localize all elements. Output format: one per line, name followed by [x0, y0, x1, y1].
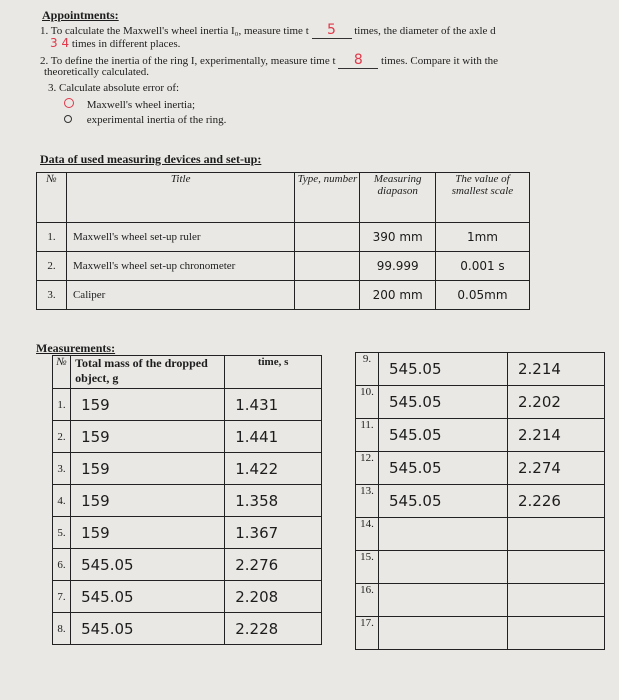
table-row	[37, 281, 530, 310]
mass-cell: 545.05	[379, 485, 508, 518]
mass-cell: 159	[71, 389, 225, 421]
mass-cell: 545.05	[379, 353, 508, 386]
row-number: 5.	[53, 517, 71, 549]
appointment-1-handwritten: 3 4	[50, 36, 70, 50]
row-number: 9.	[356, 353, 379, 386]
mass-cell: 545.05	[379, 452, 508, 485]
devices-header-scale: The value of smallest scale	[435, 173, 529, 223]
time-cell: 2.276	[225, 549, 322, 581]
measurements-table-left	[52, 355, 322, 645]
table-row	[356, 485, 605, 518]
table-row	[53, 421, 322, 453]
row-number: 8.	[53, 613, 71, 645]
time-cell: 2.226	[508, 485, 605, 518]
measurements-header-time: time, s	[225, 356, 322, 389]
table-row	[356, 551, 605, 584]
table-row	[356, 617, 605, 650]
time-cell: 1.358	[225, 485, 322, 517]
table-row	[53, 517, 322, 549]
time-cell: 2.208	[225, 581, 322, 613]
bullet-item-2	[64, 114, 226, 126]
measurements-table-right	[355, 352, 605, 650]
bullet-1-text: Maxwell's wheel inertia;	[86, 99, 196, 111]
appointment-1-text: 1. To calculate the Maxwell's wheel inertia I₀, measure time t	[40, 25, 309, 37]
time-cell	[508, 551, 605, 584]
device-scale: 1mm	[435, 223, 529, 252]
devices-header-diapason: Measuring diapason	[360, 173, 435, 223]
row-number: 1.	[53, 389, 71, 421]
device-scale: 0.001 s	[435, 252, 529, 281]
table-row	[53, 549, 322, 581]
table-row	[356, 584, 605, 617]
measurements-title: Measurements:	[36, 341, 116, 355]
mass-cell	[379, 617, 508, 650]
measurements-header-mass: Total mass of the dropped object, g	[71, 356, 225, 389]
device-type	[295, 281, 360, 310]
table-row	[37, 252, 530, 281]
row-number: 7.	[53, 581, 71, 613]
device-title: Maxwell's wheel set-up chronometer	[66, 252, 294, 281]
appointment-2-text: 2. To define the inertia of the ring I, experimentally, measure time t	[40, 55, 336, 67]
table-row	[53, 581, 322, 613]
time-cell	[508, 617, 605, 650]
devices-header-number: №	[37, 173, 67, 223]
device-diapason: 390 mm	[360, 223, 435, 252]
bullet-circle-icon	[64, 115, 72, 123]
device-number: 3.	[37, 281, 67, 310]
bullet-item-1	[64, 98, 195, 111]
row-number: 17.	[356, 617, 379, 650]
mass-cell: 545.05	[71, 549, 225, 581]
row-number: 14.	[356, 518, 379, 551]
mass-cell: 159	[71, 453, 225, 485]
device-title: Caliper	[66, 281, 294, 310]
table-row	[356, 386, 605, 419]
device-number: 1.	[37, 223, 67, 252]
time-cell	[508, 518, 605, 551]
bullet-2-text: experimental inertia of the ring.	[86, 114, 227, 126]
row-number: 16.	[356, 584, 379, 617]
mass-cell: 159	[71, 517, 225, 549]
appointment-item-3: 3. Calculate absolute error of:	[48, 82, 180, 94]
device-type	[295, 252, 360, 281]
table-row	[356, 452, 605, 485]
device-scale: 0.05mm	[435, 281, 529, 310]
appointment-1-blank: 5	[312, 22, 352, 39]
device-number: 2.	[37, 252, 67, 281]
time-cell	[508, 584, 605, 617]
table-row	[53, 389, 322, 421]
time-cell: 2.214	[508, 419, 605, 452]
device-diapason: 200 mm	[360, 281, 435, 310]
mass-cell: 159	[71, 421, 225, 453]
mass-cell	[379, 518, 508, 551]
devices-title: Data of used measuring devices and set-up:	[40, 152, 262, 166]
appointment-1-line2-text: times in different places.	[71, 38, 181, 50]
mass-cell: 545.05	[71, 613, 225, 645]
device-type	[295, 223, 360, 252]
device-diapason: 99.999	[360, 252, 435, 281]
appointment-2-blank: 8	[338, 52, 378, 69]
mass-cell: 545.05	[379, 386, 508, 419]
mass-cell	[379, 551, 508, 584]
row-number: 3.	[53, 453, 71, 485]
table-row	[356, 518, 605, 551]
measurements-header-number: №	[53, 356, 71, 389]
table-row	[356, 353, 605, 386]
appointment-1-suffix: times, the diameter of the axle d	[354, 25, 496, 37]
time-cell: 2.274	[508, 452, 605, 485]
time-cell: 1.367	[225, 517, 322, 549]
mass-cell: 545.05	[379, 419, 508, 452]
mass-cell: 545.05	[71, 581, 225, 613]
device-title: Maxwell's wheel set-up ruler	[66, 223, 294, 252]
table-row	[53, 613, 322, 645]
time-cell: 1.422	[225, 453, 322, 485]
mass-cell: 159	[71, 485, 225, 517]
appointments-title: Appointments:	[42, 8, 119, 22]
row-number: 12.	[356, 452, 379, 485]
appointment-item-1-line2	[50, 36, 180, 50]
time-cell: 1.441	[225, 421, 322, 453]
row-number: 4.	[53, 485, 71, 517]
table-row	[37, 223, 530, 252]
row-number: 13.	[356, 485, 379, 518]
appointment-item-2-line2: theoretically calculated.	[44, 66, 150, 78]
row-number: 6.	[53, 549, 71, 581]
time-cell: 2.228	[225, 613, 322, 645]
table-row	[356, 419, 605, 452]
mass-cell	[379, 584, 508, 617]
time-cell: 1.431	[225, 389, 322, 421]
time-cell: 2.202	[508, 386, 605, 419]
bullet-circle-icon	[64, 98, 74, 108]
devices-header-type: Type, number	[295, 173, 360, 223]
row-number: 15.	[356, 551, 379, 584]
table-row	[53, 453, 322, 485]
row-number: 10.	[356, 386, 379, 419]
table-row	[53, 485, 322, 517]
appointment-2-suffix: times. Compare it with the	[381, 55, 499, 67]
row-number: 2.	[53, 421, 71, 453]
measurements-header-row	[53, 356, 322, 389]
time-cell: 2.214	[508, 353, 605, 386]
devices-table	[36, 172, 530, 310]
row-number: 11.	[356, 419, 379, 452]
devices-header-row	[37, 173, 530, 223]
devices-header-title: Title	[66, 173, 294, 223]
